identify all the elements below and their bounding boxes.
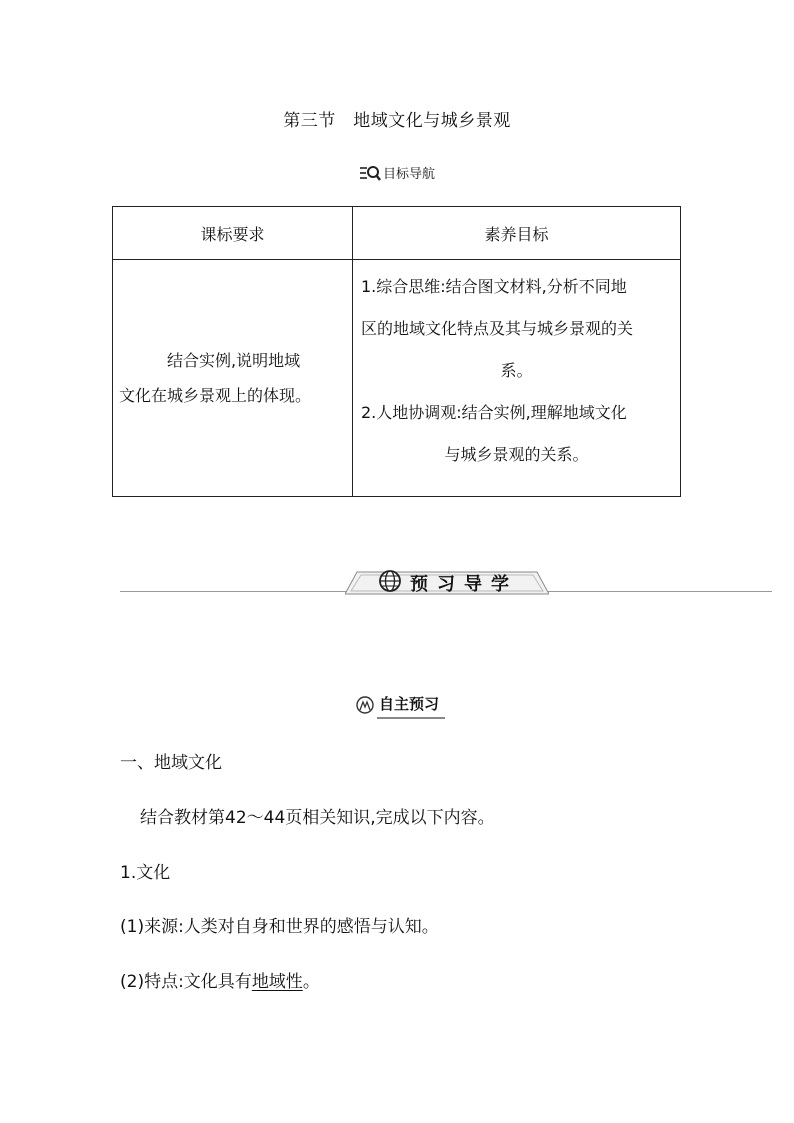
goal-2-line-1: 2.人地协调观:结合实例,理解地域文化 (361, 403, 627, 422)
goals-cell (353, 260, 681, 497)
globe-icon (378, 569, 402, 593)
feature-suffix: 。 (302, 972, 320, 992)
item-culture: 1.文化 (120, 863, 171, 883)
feature-prefix: (2)特点:文化具有 (120, 972, 252, 992)
people-icon (355, 696, 375, 714)
section-title: 第三节 地域文化与城乡景观 (283, 111, 511, 131)
requirement-line-2: 文化在城乡景观上的体现。 (119, 386, 312, 405)
item-culture-feature (120, 967, 320, 992)
goal-1-line-3: 系。 (500, 361, 533, 380)
requirement-cell (113, 260, 353, 497)
table-header-goals: 素养目标 (353, 207, 681, 260)
banner-title: 预习导学 (410, 574, 518, 595)
magnifier-icon (359, 165, 381, 181)
target-navigation-heading (0, 163, 794, 182)
feature-answer: 地域性 (251, 972, 303, 992)
item-culture-source: (1)来源:人类对自身和世界的感悟与认知。 (120, 917, 439, 937)
heading-regional-culture: 一、地域文化 (120, 753, 222, 773)
goal-1-line-2: 区的地域文化特点及其与城乡景观的关 (361, 319, 634, 338)
requirement-line-1: 结合实例,说明地域 (167, 351, 301, 370)
table-header-requirement: 课标要求 (113, 207, 353, 260)
curriculum-table (112, 206, 681, 497)
nav-heading-label: 目标导航 (382, 167, 435, 182)
self-study-label: 自主预习 (379, 693, 439, 716)
goal-1-line-1: 1.综合思维:结合图文材料,分析不同地 (361, 277, 627, 296)
intro-text: 结合教材第42～44页相关知识,完成以下内容。 (140, 808, 495, 828)
goal-2-line-2: 与城乡景观的关系。 (444, 445, 589, 464)
self-study-heading (0, 693, 794, 716)
